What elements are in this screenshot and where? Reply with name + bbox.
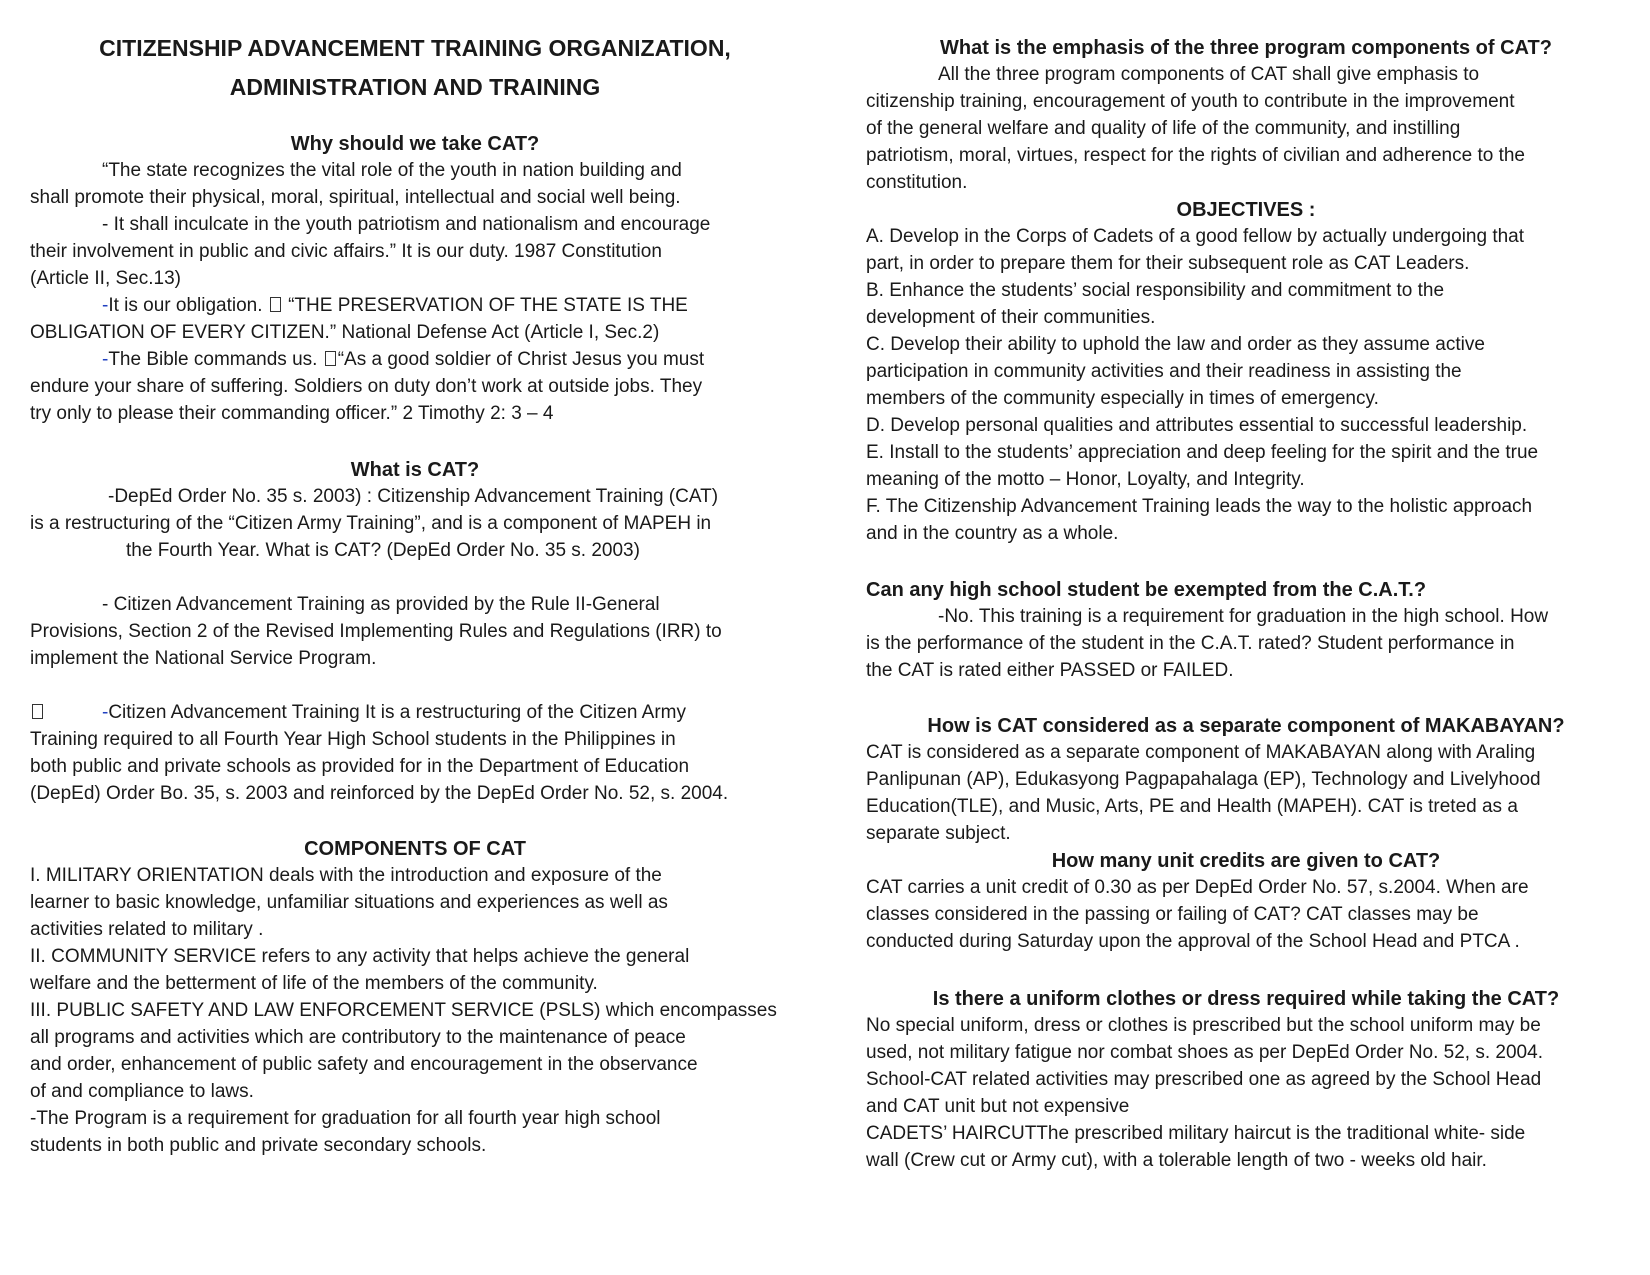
text-line: the CAT is rated either PASSED or FAILED. <box>866 660 1234 681</box>
text-line: OBLIGATION OF EVERY CITIZEN.” National Defense Act (Article I, Sec.2) <box>30 322 660 343</box>
text-line: D. Develop personal qualities and attributes essential to successful leadership. <box>866 415 1528 436</box>
text-line: B. Enhance the students’ social responsibility and commitment to the <box>866 280 1445 301</box>
text-line: Education(TLE), and Music, Arts, PE and Health (MAPEH). CAT is treted as a <box>866 796 1518 817</box>
text-line: meaning of the motto – Honor, Loyalty, and Integrity. <box>866 469 1305 490</box>
text-line: try only to please their commanding officer.” 2 Timothy 2: 3 – 4 <box>30 403 554 424</box>
text-line: Provisions, Section 2 of the Revised Implementing Rules and Regulations (IRR) to <box>30 621 722 642</box>
text-line: constitution. <box>866 172 968 193</box>
uniform-heading: Is there a uniform clothes or dress required while taking the CAT? <box>932 988 1560 1010</box>
why-heading: Why should we take CAT? <box>290 133 540 155</box>
text-fragment: Citizen Advancement Training It is a restructuring of the Citizen Army <box>108 702 686 723</box>
text-line: - Citizen Advancement Training as provided by the Rule II-General <box>102 594 660 615</box>
text-line <box>102 699 686 727</box>
text-line: endure your share of suffering. Soldiers on duty don’t work at outside jobs. They <box>30 376 703 397</box>
text-line: of and compliance to laws. <box>30 1081 254 1102</box>
text-fragment: The Bible commands us. <box>108 349 318 370</box>
text-fragment: “As a good soldier of Christ Jesus you must <box>337 349 705 370</box>
text-line <box>102 346 704 374</box>
text-line: both public and private schools as provided for in the Department of Education <box>30 756 690 777</box>
missing-glyph-icon <box>270 297 281 312</box>
objectives-heading: OBJECTIVES : <box>1176 199 1316 221</box>
text-line: used, not military fatigue nor combat shoes as per DepEd Order No. 52, s. 2004. <box>866 1042 1543 1063</box>
exempt-heading: Can any high school student be exempted from the C.A.T.? <box>866 579 1427 601</box>
text-line: and order, enhancement of public safety and encouragement in the observance <box>30 1054 698 1075</box>
text-fragment: “THE PRESERVATION OF THE STATE IS THE <box>288 295 688 316</box>
emphasis-heading: What is the emphasis of the three program components of CAT? <box>940 37 1552 59</box>
text-line: E. Install to the students’ appreciation and deep feeling for the spirit and the true <box>866 442 1539 463</box>
text-line: All the three program components of CAT shall give emphasis to <box>938 64 1480 85</box>
text-line: citizenship training, encouragement of youth to contribute in the improvement <box>866 91 1515 112</box>
text-line: welfare and the betterment of life of the members of the community. <box>30 973 598 994</box>
missing-glyph-icon <box>32 704 43 719</box>
text-line: shall promote their physical, moral, spiritual, intellectual and social well being. <box>30 187 681 208</box>
what-heading: What is CAT? <box>350 459 480 481</box>
text-line: their involvement in public and civic affairs.” It is our duty. 1987 Constitution <box>30 241 662 262</box>
text-line: CAT is considered as a separate component of MAKABAYAN along with Araling <box>866 742 1536 763</box>
text-line: patriotism, moral, virtues, respect for the rights of civilian and adherence to the <box>866 145 1525 166</box>
text-line: members of the community especially in times of emergency. <box>866 388 1379 409</box>
text-line: is the performance of the student in the C.A.T. rated? Student performance in <box>866 633 1515 654</box>
text-line: CADETS’ HAIRCUTThe prescribed military haircut is the traditional white- side <box>866 1123 1526 1144</box>
text-line: part, in order to prepare them for their subsequent role as CAT Leaders. <box>866 253 1470 274</box>
text-line: conducted during Saturday upon the approval of the School Head and PTCA . <box>866 931 1520 952</box>
dash-marker: - <box>102 702 109 723</box>
text-line: and in the country as a whole. <box>866 523 1119 544</box>
text-line: III. PUBLIC SAFETY AND LAW ENFORCEMENT SERVICE (PSLS) which encompasses <box>30 1000 777 1021</box>
text-line: the Fourth Year. What is CAT? (DepEd Order No. 35 s. 2003) <box>126 540 640 561</box>
text-line <box>102 292 688 320</box>
text-line: of the general welfare and quality of life of the community, and instilling <box>866 118 1461 139</box>
makabayan-heading: How is CAT considered as a separate component of MAKABAYAN? <box>927 715 1565 737</box>
text-line: School-CAT related activities may prescribed one as agreed by the School Head <box>866 1069 1542 1090</box>
text-line: -DepEd Order No. 35 s. 2003) : Citizenship Advancement Training (CAT) <box>108 486 719 507</box>
text-line: students in both public and private secondary schools. <box>30 1135 487 1156</box>
text-line: Training required to all Fourth Year High School students in the Philippines in <box>30 729 676 750</box>
text-line: (DepEd) Order Bo. 35, s. 2003 and reinforced by the DepEd Order No. 52, s. 2004. <box>30 783 729 804</box>
document-title-line1: CITIZENSHIP ADVANCEMENT TRAINING ORGANIZATION, <box>99 35 731 61</box>
text-line: -The Program is a requirement for graduation for all fourth year high school <box>30 1108 661 1129</box>
text-line: F. The Citizenship Advancement Training leads the way to the holistic approach <box>866 496 1533 517</box>
text-line: wall (Crew cut or Army cut), with a tolerable length of two - weeks old hair. <box>866 1150 1487 1171</box>
text-line: all programs and activities which are contributory to the maintenance of peace <box>30 1027 686 1048</box>
text-line: separate subject. <box>866 823 1011 844</box>
text-line: A. Develop in the Corps of Cadets of a good fellow by actually undergoing that <box>866 226 1525 247</box>
text-line: II. COMMUNITY SERVICE refers to any activity that helps achieve the general <box>30 946 690 967</box>
text-line: and CAT unit but not expensive <box>866 1096 1130 1117</box>
text-line: -No. This training is a requirement for graduation in the high school. How <box>938 606 1549 627</box>
text-line: is a restructuring of the “Citizen Army Training”, and is a component of MAPEH in <box>30 513 712 534</box>
text-line: I. MILITARY ORIENTATION deals with the introduction and exposure of the <box>30 865 662 886</box>
dash-marker: - <box>102 295 109 316</box>
missing-glyph-icon <box>325 351 336 366</box>
text-fragment: It is our obligation. <box>108 295 263 316</box>
text-line: activities related to military . <box>30 919 264 940</box>
document-title-line2: ADMINISTRATION AND TRAINING <box>229 74 601 100</box>
text-line: (Article II, Sec.13) <box>30 268 181 289</box>
text-line: classes considered in the passing or failing of CAT? CAT classes may be <box>866 904 1479 925</box>
text-line: C. Develop their ability to uphold the law and order as they assume active <box>866 334 1485 355</box>
text-line: participation in community activities and their readiness in assisting the <box>866 361 1462 382</box>
text-line: No special uniform, dress or clothes is prescribed but the school uniform may be <box>866 1015 1541 1036</box>
credits-heading: How many unit credits are given to CAT? <box>1051 850 1441 872</box>
text-line <box>30 699 45 727</box>
text-line: implement the National Service Program. <box>30 648 377 669</box>
text-line: CAT carries a unit credit of 0.30 as per DepEd Order No. 57, s.2004. When are <box>866 877 1529 898</box>
text-line: - It shall inculcate in the youth patriotism and nationalism and encourage <box>102 214 711 235</box>
text-line: Panlipunan (AP), Edukasyong Pagpapahalaga (EP), Technology and Livelyhood <box>866 769 1541 790</box>
dash-marker: - <box>102 349 109 370</box>
text-line: development of their communities. <box>866 307 1156 328</box>
text-line: “The state recognizes the vital role of the youth in nation building and <box>102 160 682 181</box>
text-line: learner to basic knowledge, unfamiliar situations and experiences as well as <box>30 892 668 913</box>
components-heading: COMPONENTS OF CAT <box>304 838 526 860</box>
